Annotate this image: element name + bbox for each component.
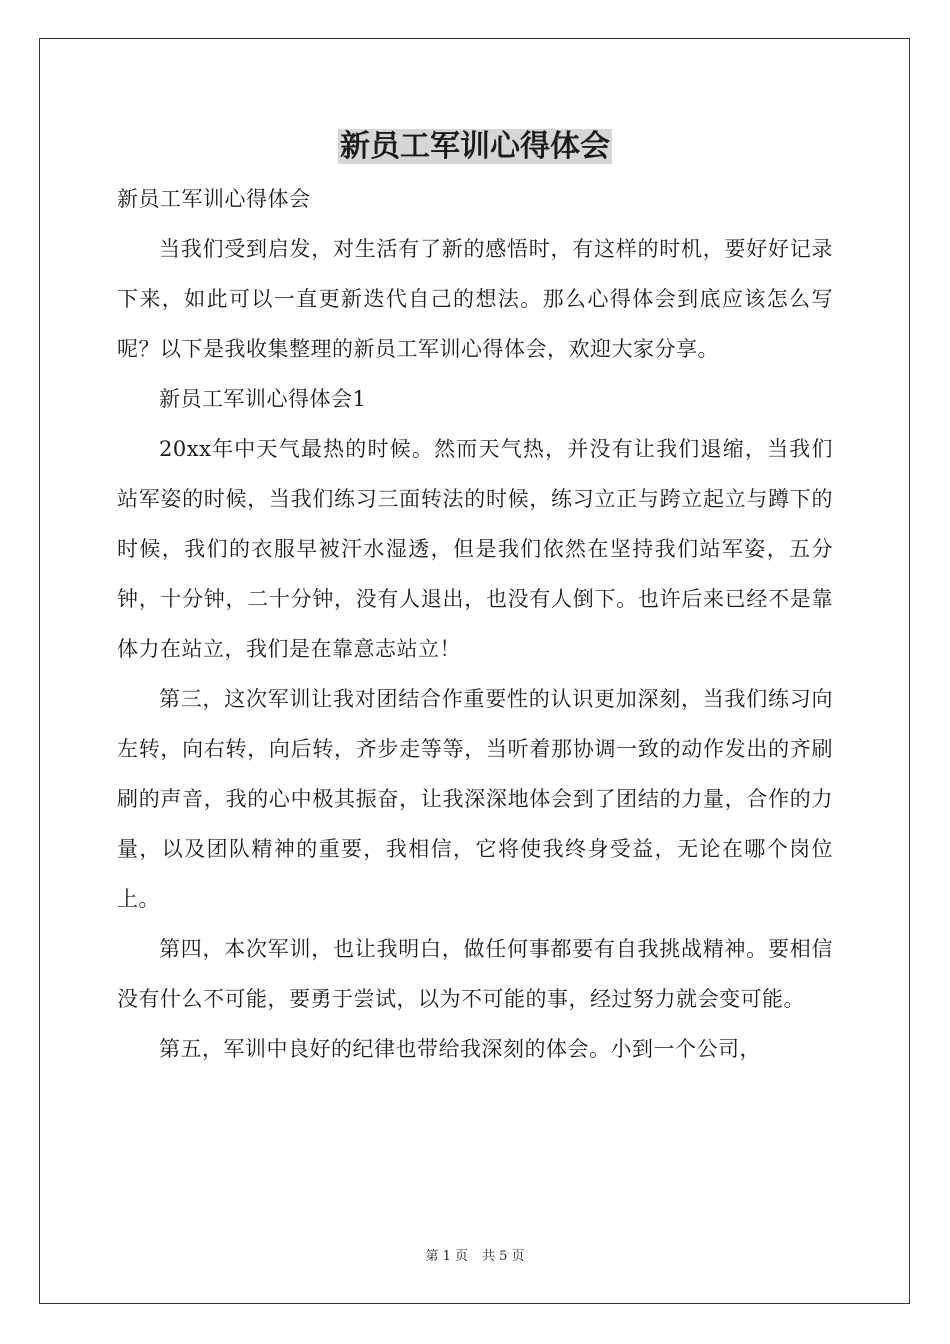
document-title xyxy=(0,126,950,168)
body-paragraph: 第五，军训中良好的纪律也带给我深刻的体会。小到一个公司， xyxy=(159,1037,761,1061)
body-paragraph: 当我们受到启发，对生活有了新的感悟时，有这样的时机，要好好记录下来，如此可以一直更新迭代自己的想法。那么心得体会到底应该怎么写呢？以下是我收集整理的新员工军训心得体会，欢迎大家分享。 xyxy=(117,237,833,361)
document-subtitle: 新员工军训心得体会 xyxy=(117,187,311,211)
page-number: 第 1 页 xyxy=(425,1249,468,1264)
document-title-text: 新员工军训心得体会 xyxy=(340,129,610,164)
body-paragraph: 20xx年中天气最热的时候。然而天气热，并没有让我们退缩，当我们站军姿的时候，当我们练习三面转法的时候，练习立正与跨立起立与蹲下的时候，我们的衣服早被汗水湿透，但是我们依然在坚持我们站军姿，五分钟，十分钟，二十分钟，没有人退出，也没有人倒下。也许后来已经不是靠体力在站立，我们是在靠意志站立！ xyxy=(117,437,833,661)
body-paragraph: 第四，本次军训，也让我明白，做任何事都要有自我挑战精神。要相信没有什么不可能，要勇于尝试，以为不可能的事，经过努力就会变可能。 xyxy=(117,937,833,1011)
body-paragraph: 新员工军训心得体会1 xyxy=(159,387,367,411)
page-footer xyxy=(0,1248,950,1266)
document-body xyxy=(117,174,833,1074)
body-paragraph: 第三，这次军训让我对团结合作重要性的认识更加深刻，当我们练习向左转，向右转，向后转，齐步走等等，当听着那协调一致的动作发出的齐刷刷的声音，我的心中极其振奋，让我深深地体会到了团结的力量，合作的力量，以及团队精神的重要，我相信，它将使我终身受益，无论在哪个岗位上。 xyxy=(117,687,833,911)
page-total: 共 5 页 xyxy=(482,1249,525,1264)
